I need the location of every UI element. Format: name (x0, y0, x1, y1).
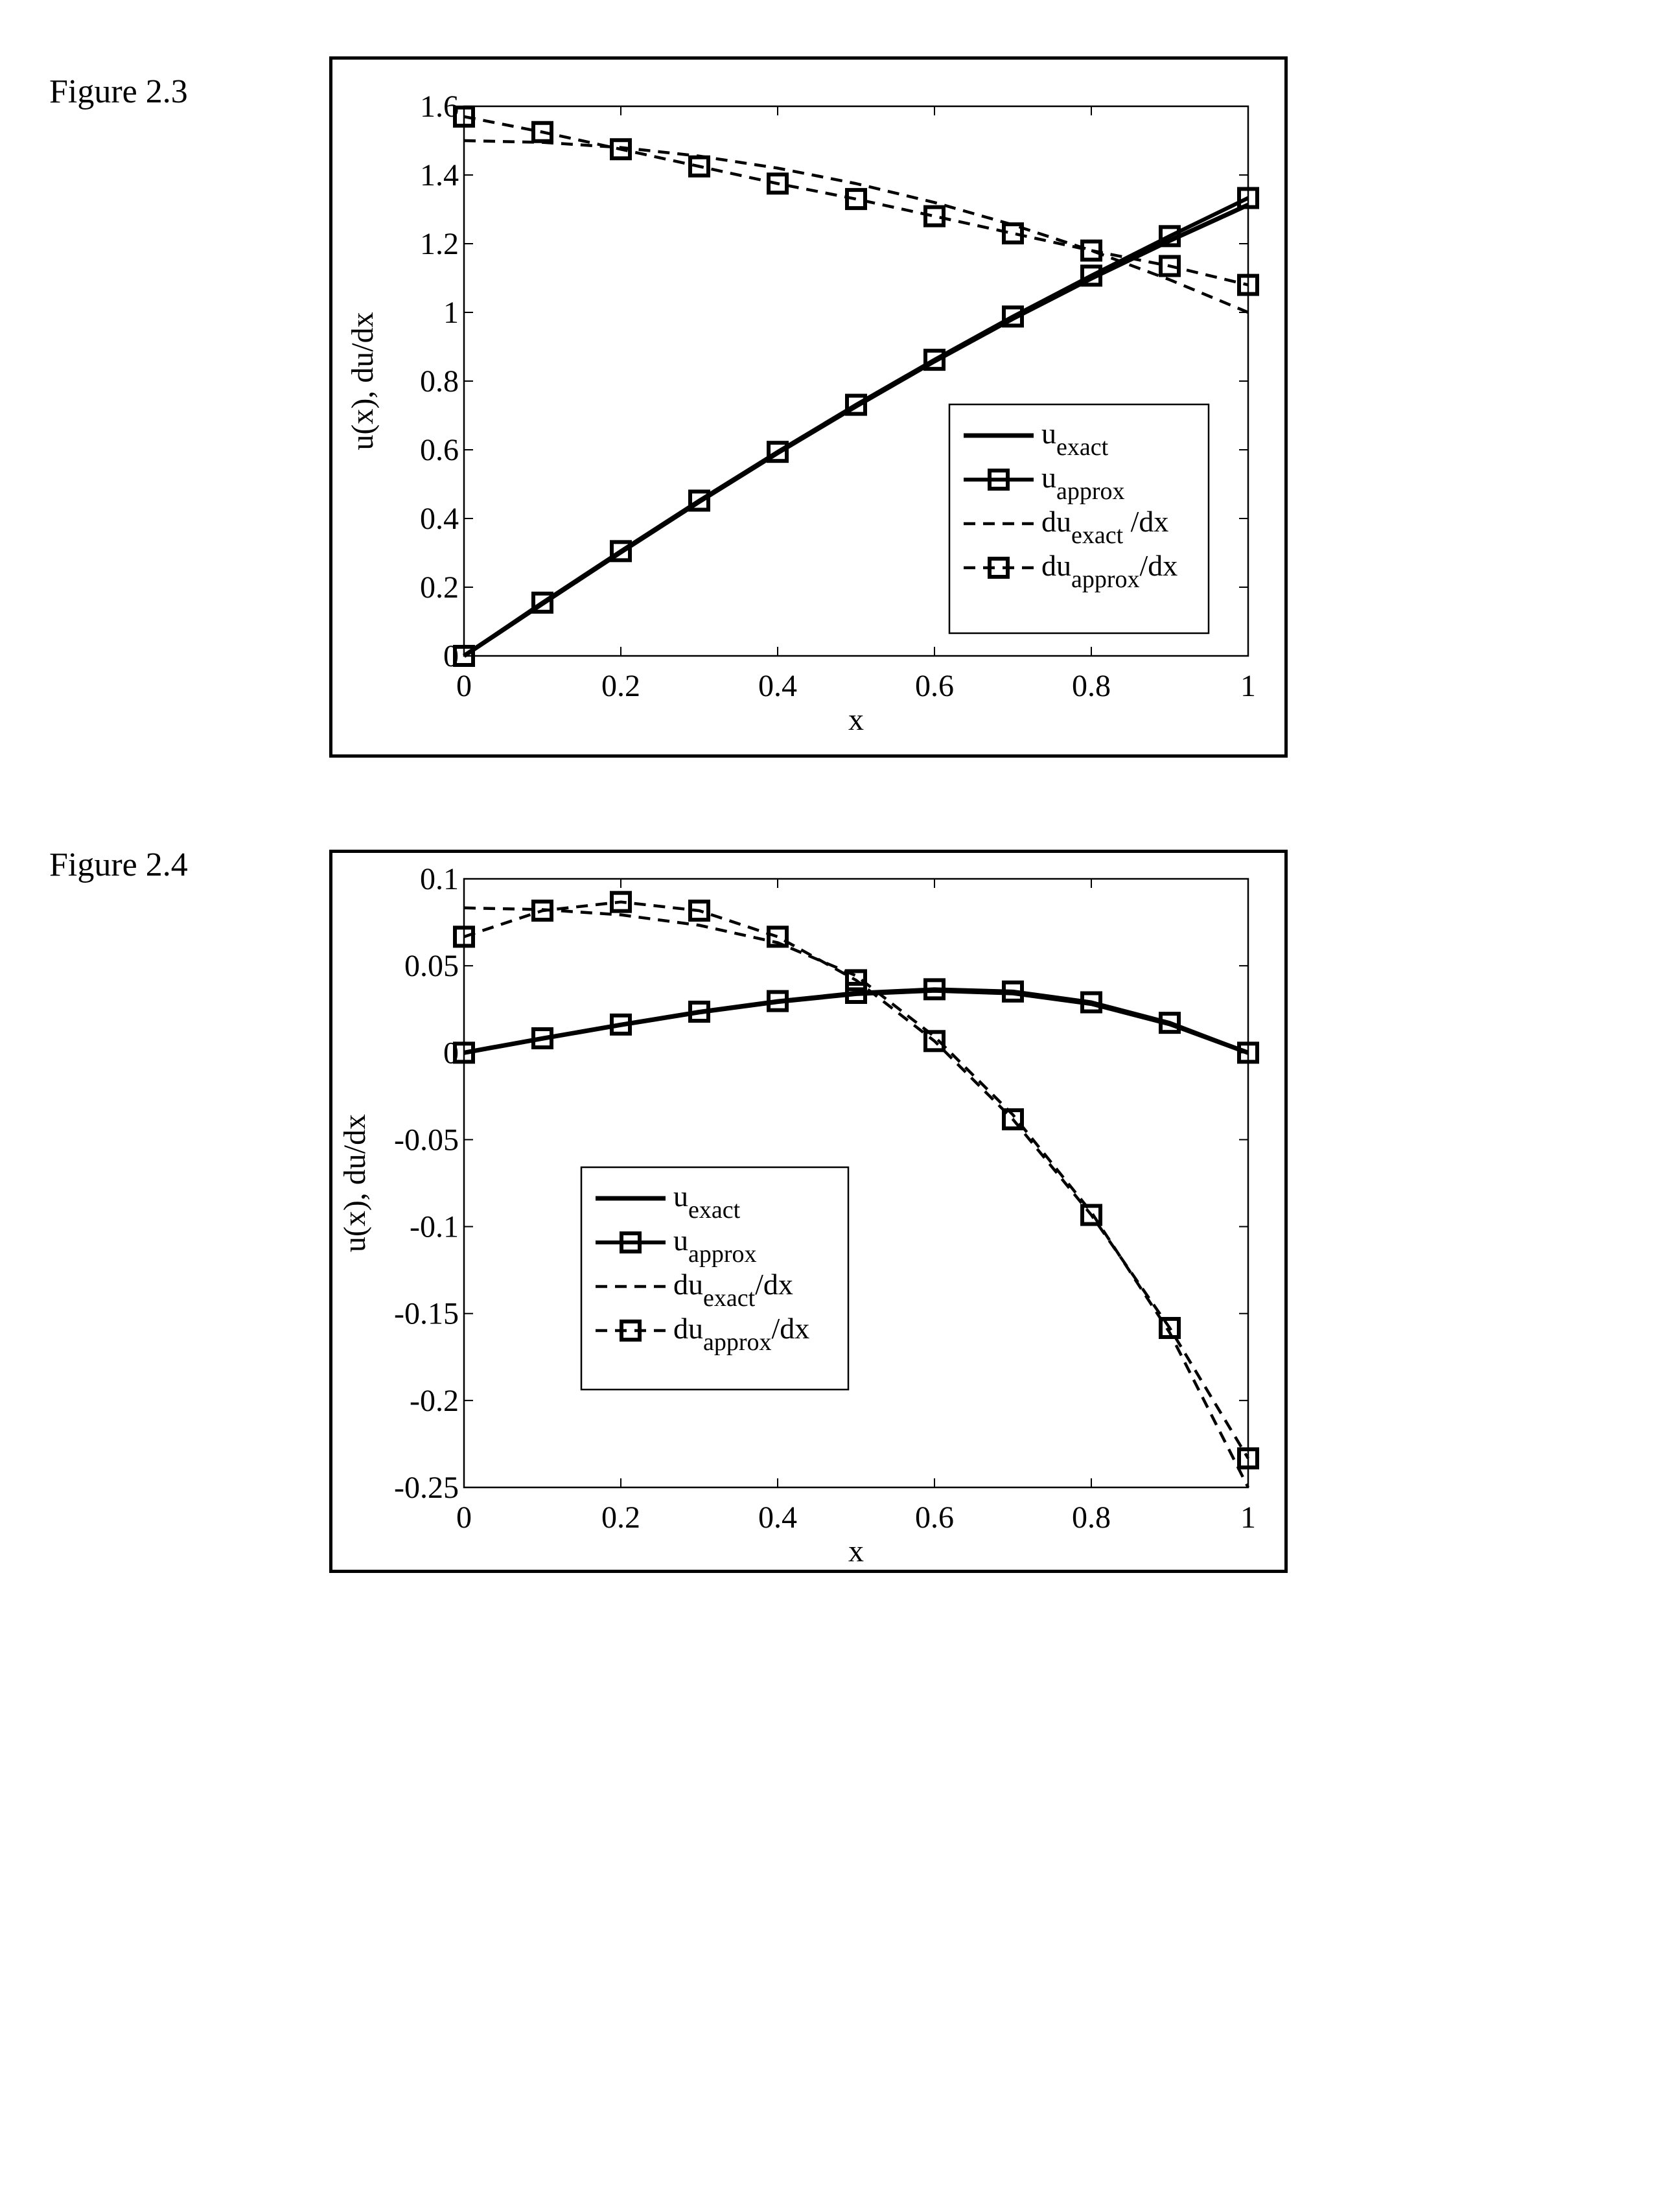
fig24-xtick-label: 0.6 (915, 1500, 954, 1535)
fig24-legend-label-0: $u_{exact}$ (673, 1180, 741, 1224)
fig24-ytick-label: -0.05 (394, 1123, 459, 1158)
fig23-legend-label-2: $du_{exact}$ /dx (1041, 505, 1169, 549)
fig24-x-axis-label: x (848, 1534, 864, 1568)
fig24-ytick-label: -0.1 (410, 1209, 459, 1244)
fig24-xtick-label: 0.4 (758, 1500, 797, 1535)
fig23-xtick-label: 1 (1240, 669, 1256, 703)
fig23-ytick-label: 1.2 (420, 227, 459, 261)
fig24-ytick-label: -0.2 (410, 1383, 459, 1418)
fig24-xtick-label: 0.8 (1072, 1500, 1111, 1535)
fig24-xtick-label: 0.2 (601, 1500, 640, 1535)
fig23-xtick-label: 0 (456, 669, 472, 703)
fig23-series-2-line (464, 141, 1248, 312)
fig23-ytick-label: 0.6 (420, 433, 459, 467)
fig23-ytick-label: 0.4 (420, 502, 459, 536)
fig23-ytick-label: 1.6 (420, 89, 459, 124)
fig24-xtick-label: 1 (1240, 1500, 1256, 1535)
figure-2-4-label: Figure 2.4 (49, 846, 188, 883)
fig23-ytick-label: 0.8 (420, 364, 459, 399)
fig24-xtick-label: 0 (456, 1500, 472, 1535)
fig24-ytick-label: 0.05 (404, 949, 459, 984)
fig23-ytick-label: 0 (443, 639, 459, 673)
fig23-legend-label-0: $u_{exact}$ (1041, 417, 1109, 461)
fig23-ytick-label: 0.2 (420, 570, 459, 605)
fig24-legend-label-2: $du_{exact}/dx$ (673, 1268, 793, 1312)
fig24-ytick-label: -0.15 (394, 1296, 459, 1331)
fig24-legend-label-3: $du_{approx}/dx$ (673, 1312, 810, 1356)
figure-2-3-label: Figure 2.3 (49, 73, 188, 110)
fig23-xtick-label: 0.2 (601, 669, 640, 703)
fig24-legend-label-1: $u_{approx}$ (673, 1224, 757, 1268)
fig23-legend-label-1: $u_{approx}$ (1041, 461, 1125, 505)
fig24-y-axis-label: u(x), du/dx (338, 1113, 372, 1253)
fig23-xtick-label: 0.8 (1072, 669, 1111, 703)
fig23-ytick-label: 1.4 (420, 158, 459, 192)
fig23-ytick-label: 1 (443, 296, 459, 330)
fig24-ytick-label: 0.1 (420, 862, 459, 896)
fig24-ytick-label: 0 (443, 1036, 459, 1071)
figure-2-3-frame (329, 56, 1288, 758)
fig23-xtick-label: 0.6 (915, 669, 954, 703)
fig23-legend-label-3: $du_{approx}/dx$ (1041, 549, 1178, 593)
fig23-series-3-line (464, 117, 1248, 285)
figure-2-3-chart (332, 60, 1291, 761)
fig23-y-axis-label: u(x), du/dx (345, 312, 380, 450)
fig24-ytick-label: -0.25 (394, 1471, 459, 1505)
figure-2-4-chart (332, 853, 1291, 1576)
fig24-series-1-line (464, 989, 1248, 1053)
fig23-xtick-label: 0.4 (758, 669, 797, 703)
fig23-x-axis-label: x (848, 703, 864, 737)
figure-2-4-frame (329, 850, 1288, 1573)
fig24-series-0-line (464, 990, 1248, 1053)
